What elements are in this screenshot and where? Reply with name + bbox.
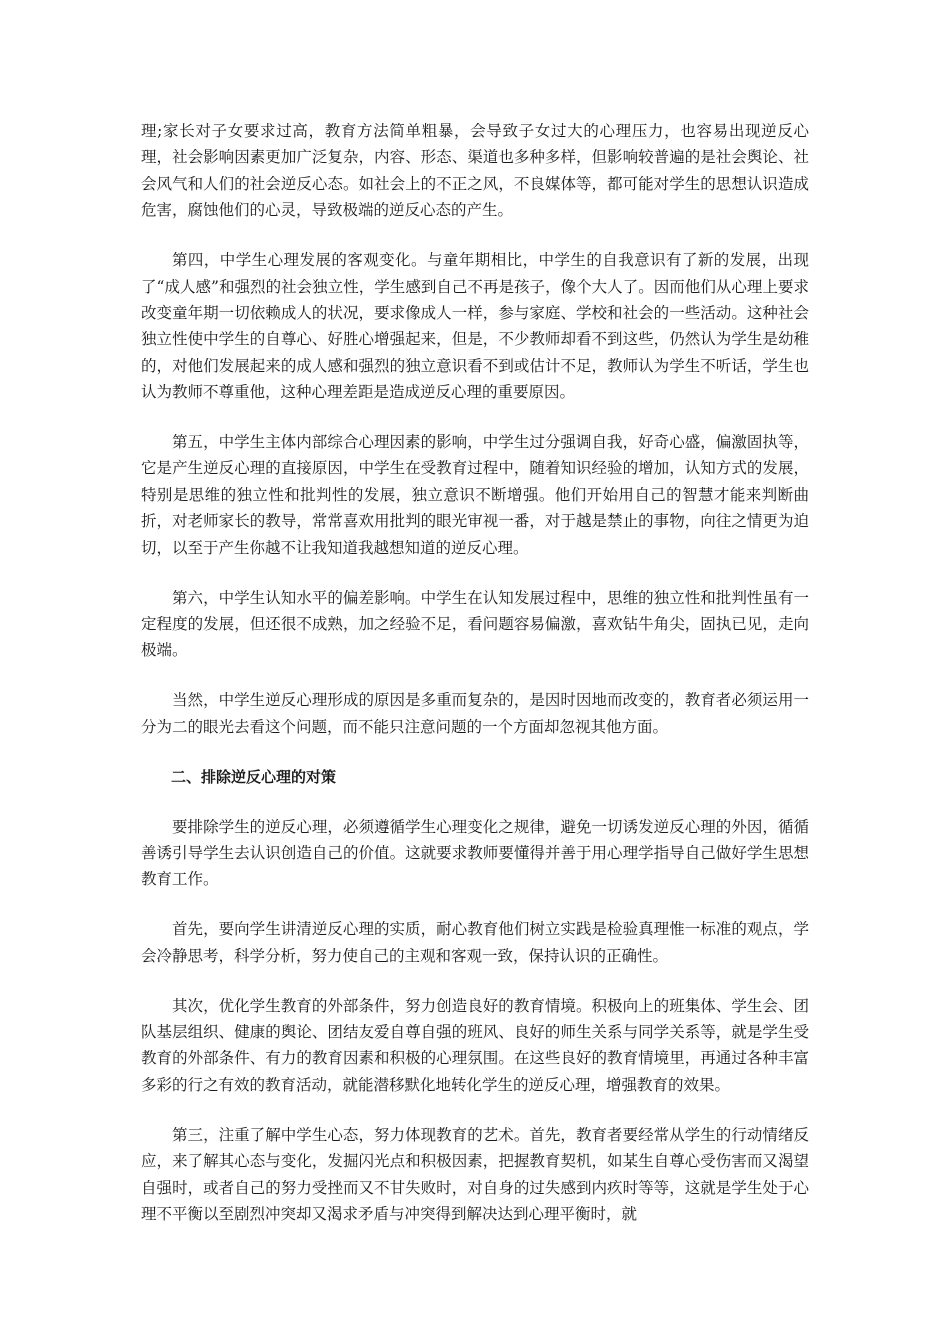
paragraph-fifth-reason: 第五，中学生主体内部综合心理因素的影响，中学生过分强调自我，好奇心盛，偏激固执等，它是产生逆反心理的直接原因，中学生在受教育过程中，随着知识经验的增加，认知方式的发展，特别是思维的独立性和批判性的发展，独立意识不断增强。他们开始用自己的智慧才能来判断曲折，对老师家长的教导，常常喜欢用批判的眼光审视一番，对于越是禁止的事物，向往之情更为迫切，以至于产生你越不让我知道我越想知道的逆反心理。 xyxy=(141,433,809,557)
paragraph-strategy-third: 第三，注重了解中学生心态，努力体现教育的艺术。首先，教育者要经常从学生的行动情绪反应，来了解其心态与变化，发掘闪光点和积极因素，把握教育契机，如某生自尊心受伤害而又渴望自强时，或者自己的努力受挫而又不甘失败时，对自身的过失感到内疚时等等，这就是学生处于心理不平衡以至剧烈冲突却又渴求矛盾与冲突得到解决达到心理平衡时，就 xyxy=(141,1125,809,1223)
paragraph-family-society: 理;家长对子女要求过高，教育方法简单粗暴，会导致子女过大的心理压力，也容易出现逆反心理，社会影响因素更加广泛复杂，内容、形态、渠道也多种多样，但影响较普遍的是社会舆论、社会风气和人们的社会逆反心态。如社会上的不正之风，不良媒体等，都可能对学生的思想认识造成危害，腐蚀他们的心灵，导致极端的逆反心态的产生。 xyxy=(141,122,809,220)
document-page xyxy=(141,118,809,1251)
paragraph-conclusion: 当然，中学生逆反心理形成的原因是多重而复杂的，是因时因地而改变的，教育者必须运用一分为二的眼光去看这个问题，而不能只注意问题的一个方面却忽视其他方面。 xyxy=(141,691,809,736)
section-heading: 二、排除逆反心理的对策 xyxy=(171,767,337,786)
paragraph-sixth-reason: 第六，中学生认知水平的偏差影响。中学生在认知发展过程中，思维的独立性和批判性虽有一定程度的发展，但还很不成熟，加之经验不足，看问题容易偏激，喜欢钻牛角尖，固执已见，走向极端。 xyxy=(141,588,809,660)
paragraph-strategy-intro: 要排除学生的逆反心理，必须遵循学生心理变化之规律，避免一切诱发逆反心理的外因，循循善诱引导学生去认识创造自己的价值。这就要求教师要懂得并善于用心理学指导自己做好学生思想教育工作。 xyxy=(141,817,809,889)
paragraph-fourth-reason: 第四，中学生心理发展的客观变化。与童年期相比，中学生的自我意识有了新的发展，出现了“成人感”和强烈的社会独立性，学生感到自己不再是孩子，像个大人了。因而他们从心理上要求改变童年期一切依赖成人的状况，要求像成人一样，参与家庭、学校和社会的一些活动。这种社会独立性使中学生的自尊心、好胜心增强起来，但是，不少教师却看不到这些，仍然认为学生是幼稚的，对他们发展起来的成人感和强烈的独立意识看不到或估计不足，教师认为学生不听话，学生也认为教师不尊重他，这种心理差距是造成逆反心理的重要原因。 xyxy=(141,251,809,402)
paragraph-strategy-first: 首先，要向学生讲清逆反心理的实质，耐心教育他们树立实践是检验真理惟一标准的观点，学会冷静思考，科学分析，努力使自己的主观和客观一致，保持认识的正确性。 xyxy=(141,920,809,965)
paragraph-strategy-second: 其次，优化学生教育的外部条件，努力创造良好的教育情境。积极向上的班集体、学生会、团队基层组织、健康的舆论、团结友爱自尊自强的班风、良好的师生关系与同学关系等，就是学生受教育的外部条件、有力的教育因素和积极的心理氛围。在这些良好的教育情境里，再通过各种丰富多彩的行之有效的教育活动，就能潜移默化地转化学生的逆反心理，增强教育的效果。 xyxy=(141,996,809,1094)
